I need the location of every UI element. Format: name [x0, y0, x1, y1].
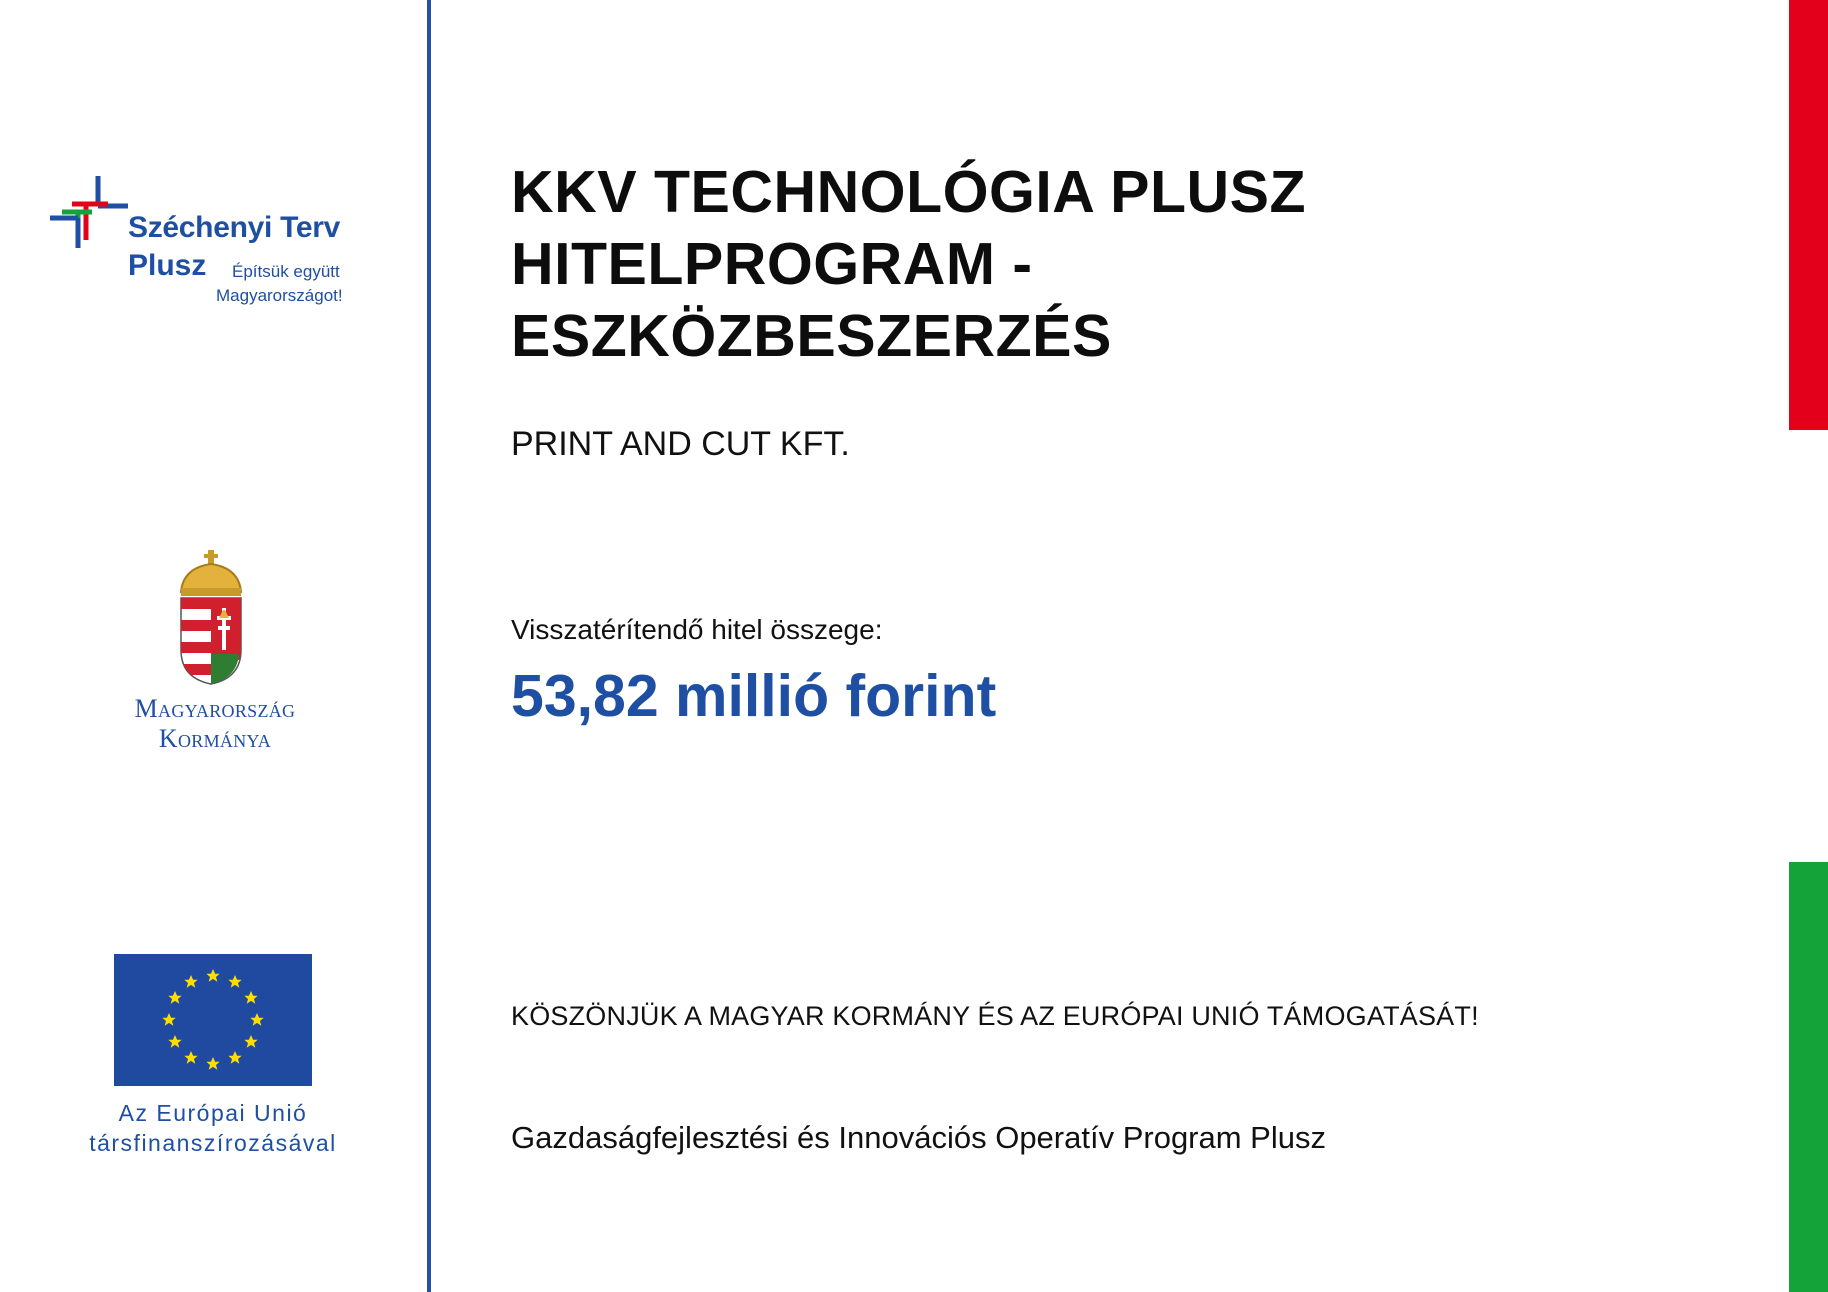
project-title-line2: HITELPROGRAM -	[511, 231, 1033, 297]
szechenyi-slogan-line1: Építsük együtt	[232, 262, 340, 281]
government-logo	[80, 546, 350, 756]
szechenyi-slogan	[216, 260, 343, 308]
flag-stripe-green	[1789, 862, 1828, 1292]
eu-cofinancing-text	[60, 1098, 366, 1158]
vertical-divider	[427, 0, 431, 1292]
project-title	[511, 156, 1306, 372]
loan-amount-label: Visszatérítendő hitel összege:	[511, 614, 883, 645]
eu-stars	[114, 954, 312, 1086]
project-title-line1: KKV TECHNOLÓGIA PLUSZ	[511, 159, 1306, 225]
project-title-line3: ESZKÖZBESZERZÉS	[511, 303, 1112, 369]
loan-amount-value: 53,82 millió forint	[511, 663, 997, 729]
szechenyi-slogan-line2: Magyarországot!	[216, 286, 343, 305]
eu-text-line2: társfinanszírozásával	[89, 1130, 337, 1156]
beneficiary-company: PRINT AND CUT KFT.	[511, 425, 850, 463]
eu-text-line1: Az Európai Unió	[118, 1100, 308, 1126]
operative-program-name: Gazdaságfejlesztési és Innovációs Operatív Program Plusz	[511, 1120, 1326, 1155]
szechenyi-terv-logo	[48, 172, 388, 312]
szechenyi-terv-name: Széchenyi Terv	[128, 211, 341, 244]
eu-logo	[60, 954, 360, 1164]
szechenyi-plusz-label: Plusz	[128, 249, 207, 282]
government-name-line1: Magyarország	[134, 694, 296, 723]
szechenyi-cross-icon	[48, 172, 130, 254]
thanks-statement: KÖSZÖNJÜK A MAGYAR KORMÁNY ÉS AZ EURÓPAI UNIÓ TÁMOGATÁSÁT!	[511, 1001, 1479, 1031]
flag-stripe-red	[1789, 0, 1828, 430]
coat-of-arms-icon	[177, 546, 247, 686]
government-name-line2: Kormánya	[158, 724, 272, 753]
eu-flag-icon	[114, 954, 312, 1086]
government-name	[80, 694, 350, 754]
